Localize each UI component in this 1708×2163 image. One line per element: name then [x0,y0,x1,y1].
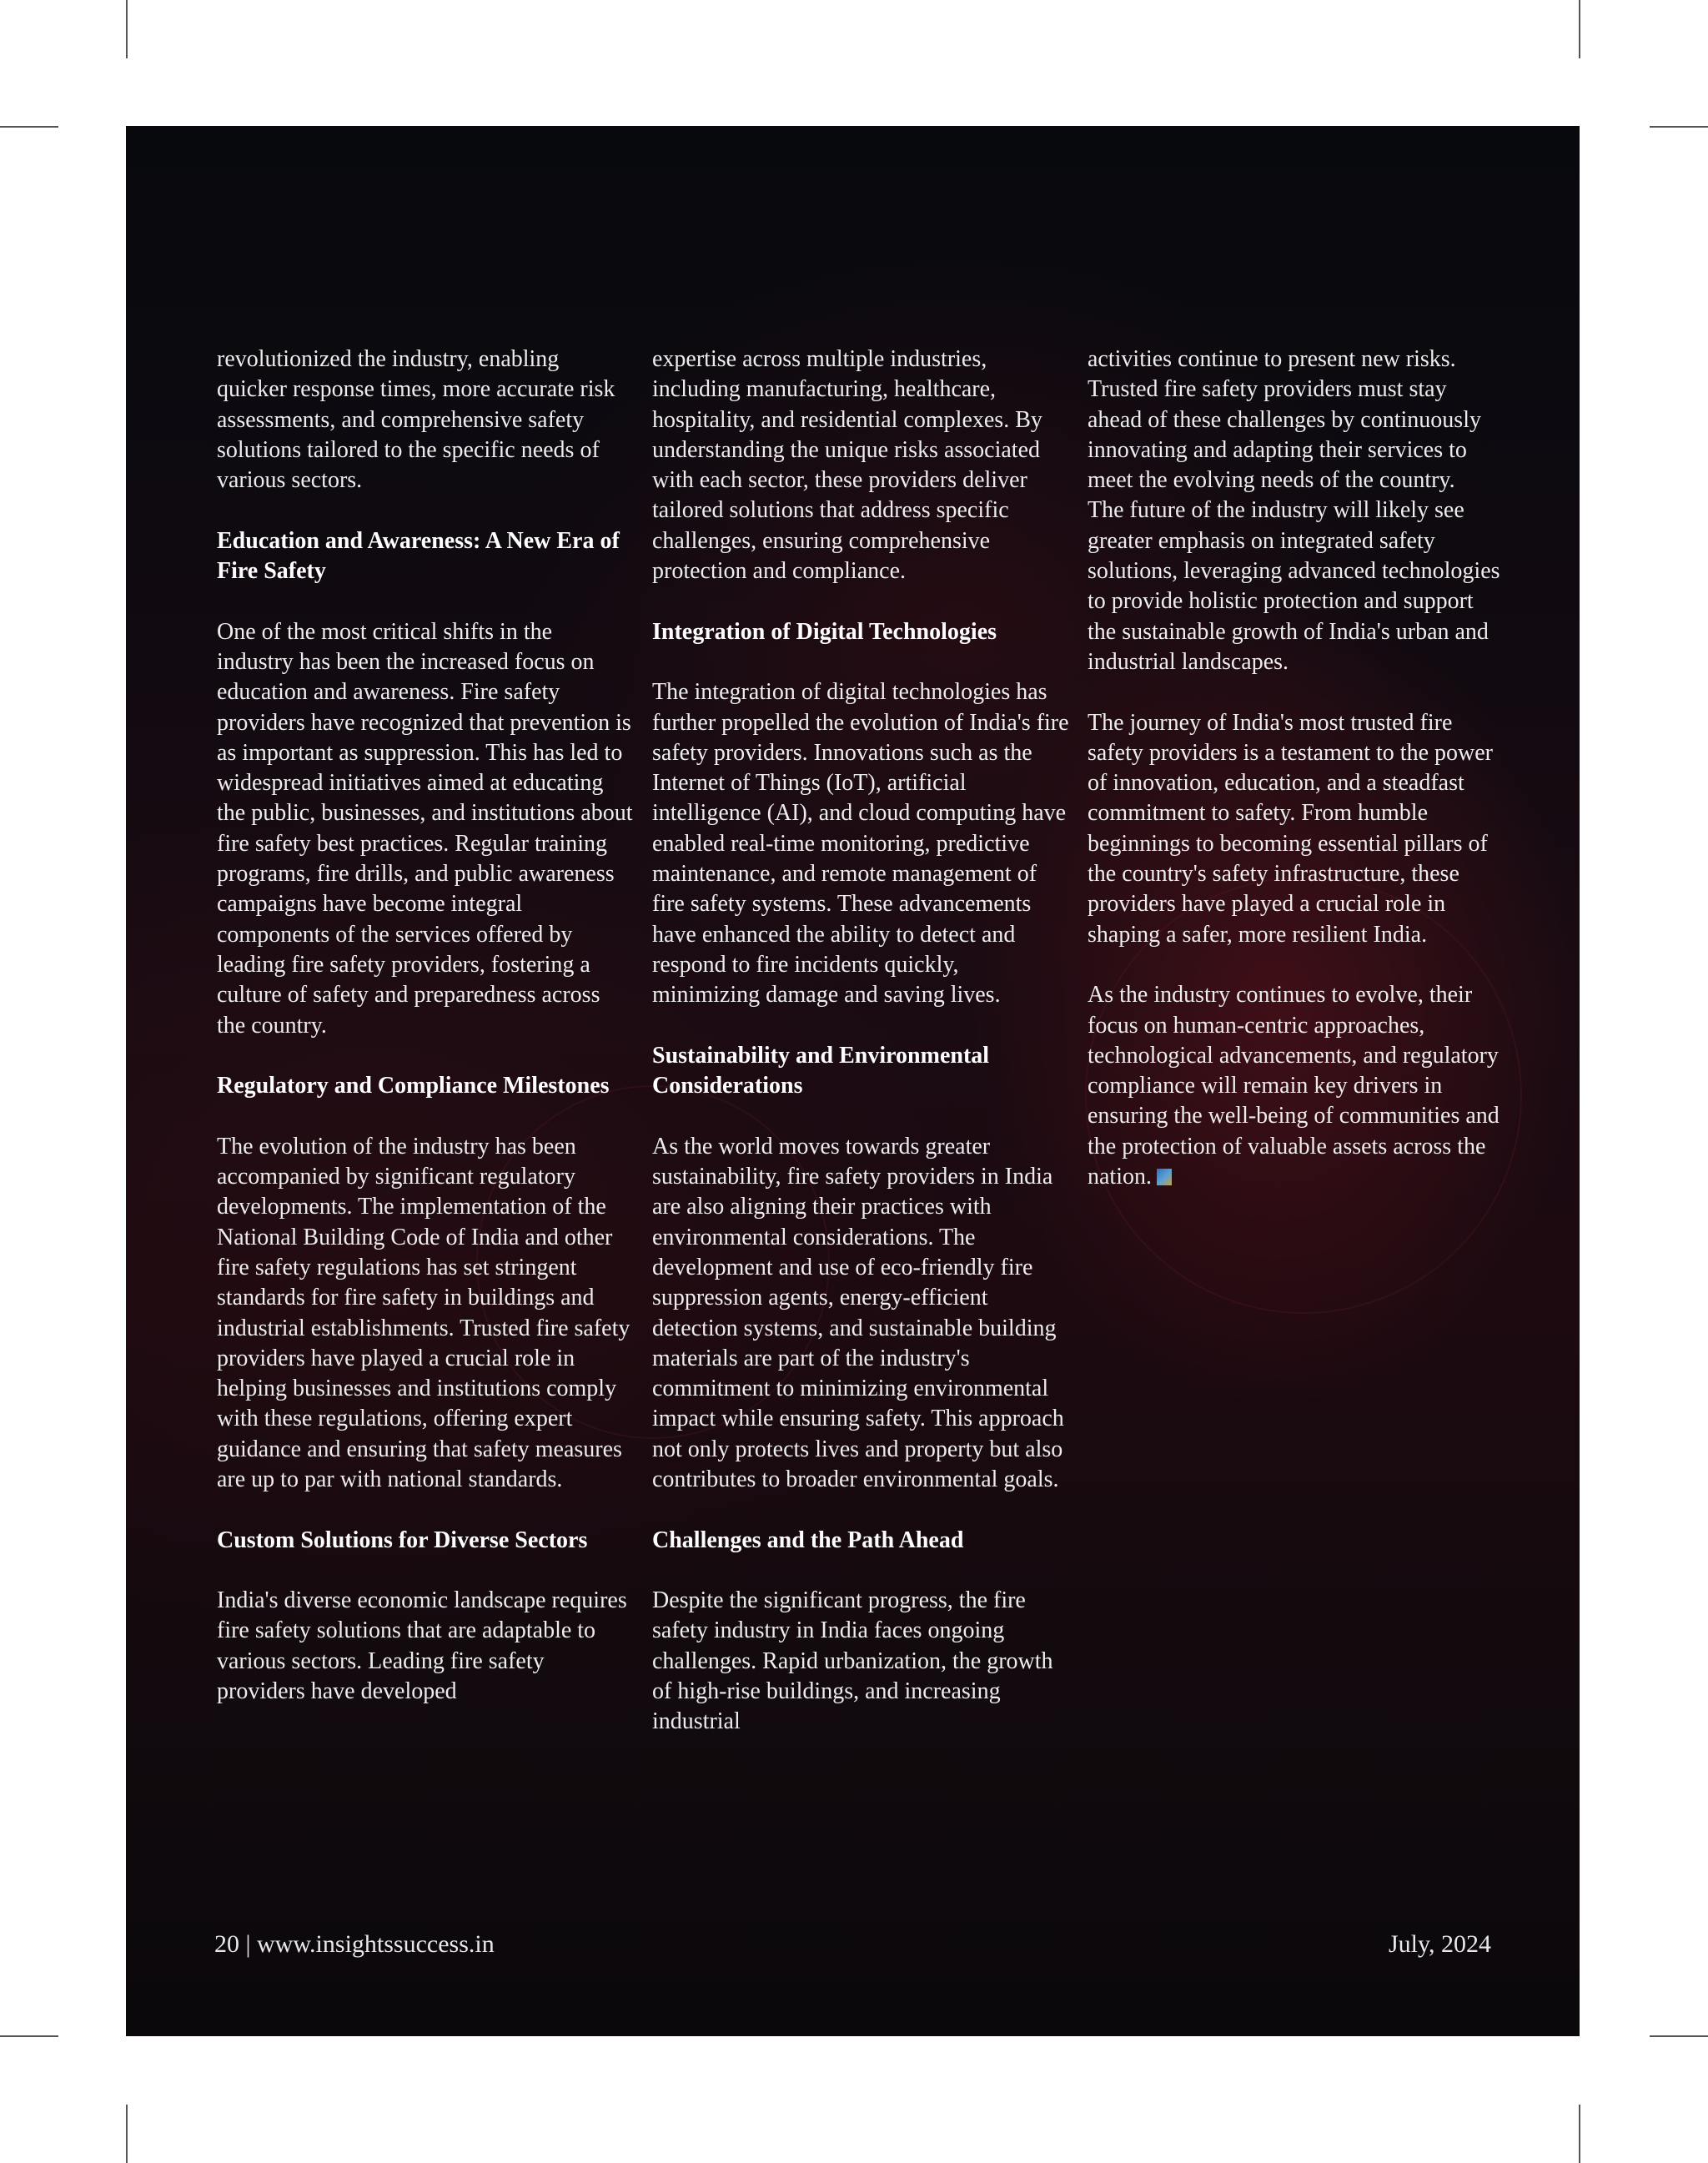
crop-mark-right-bottom [1650,2035,1708,2037]
text-column-1 [217,345,634,1707]
paragraph: The evolution of the industry has been accompanied by significant regulatory developments. The implementation of the National Building Code of India and other fire safety regulations has set stringent standards for fire safety in buildings and industrial establishments. Trusted fire safety providers have played a crucial role in helping businesses and institutions comply with these regulations, offering expert guidance and ensuring that safety measures are up to par with national standards. [217,1133,630,1492]
paragraph: The journey of India's most trusted fire safety providers is a testament to the power of innovation, education, and a steadfast commitment to safety. From humble beginnings to becoming essential pillars of the country's safety infrastructure, these providers have played a crucial role in shaping a safer, more resilient India. [1088,709,1493,948]
closing-paragraph-text: As the industry continues to evolve, their focus on human-centric approaches, technological advancements, and regulatory compliance will remain key drivers in ensuring the well-being of communities and the protection of valuable assets across the nation. [1088,982,1500,1190]
paragraph: The future of the industry will likely see greater emphasis on integrated safety solutions, leveraging advanced technologies to provide holistic protection and support the sustainable growth of India's urban and industrial landscapes. [1088,497,1500,675]
paragraph [1088,980,1505,1192]
crop-mark-left-top [0,126,58,128]
page-footer-date: July, 2024 [1388,1930,1491,1958]
section-heading: Education and Awareness: A New Era of Fire Safety [217,527,620,585]
crop-mark-top-right [1579,0,1580,58]
section-heading: Regulatory and Compliance Milestones [217,1073,610,1099]
text-column-2 [652,345,1069,1738]
paragraph: activities continue to present new risks. Trusted fire safety providers must stay ahead of these challenges by continuously innovating and adapting their services to meet the evolving needs of the country. [1088,346,1481,494]
section-heading: Custom Solutions for Diverse Sectors [217,1527,588,1553]
paragraph: India's diverse economic landscape requires fire safety solutions that are adaptable to various sectors. Leading fire safety providers have developed [217,1587,627,1705]
paragraph: revolutionized the industry, enabling quicker response times, more accurate risk assessments, and comprehensive safety solutions tailored to the specific needs of various sectors. [217,346,615,494]
magazine-page-panel [126,126,1580,2036]
crop-mark-right-top [1650,126,1708,128]
crop-mark-bottom-right [1579,2105,1580,2163]
section-heading: Sustainability and Environmental Considerations [652,1042,990,1099]
paragraph: The integration of digital technologies has further propelled the evolution of India's fire safety providers. Innovations such as the Internet of Things (IoT), artificial intelligence (AI), and cloud computing have enabled real-time monitoring, predictive maintenance, and remote management of fire safety systems. These advancements have enhanced the ability to detect and respond to fire incidents quickly, minimizing damage and saving lives. [652,679,1069,1009]
end-of-article-icon [1157,1169,1172,1185]
paragraph: expertise across multiple industries, including manufacturing, healthcare, hospitality, and residential complexes. By understanding the unique risks associated with each sector, these providers deliver tailored solutions that address specific challenges, ensuring comprehensive protection and compliance. [652,346,1042,585]
section-heading: Challenges and the Path Ahead [652,1527,964,1553]
paragraph: Despite the significant progress, the fire safety industry in India faces ongoing challenges. Rapid urbanization, the growth of high-rise buildings, and increasing industrial [652,1587,1053,1735]
paragraph: One of the most critical shifts in the industry has been the increased focus on education and awareness. Fire safety providers have recognized that prevention is as important as suppression. This has led to widespread initiatives aimed at educating the public, businesses, and institutions about fire safety best practices. Regular training programs, fire drills, and public awareness campaigns have become integral components of the services offered by leading fire safety providers, fostering a culture of safety and preparedness across the country. [217,618,633,1039]
paragraph: As the world moves towards greater sustainability, fire safety providers in India are also aligning their practices with environmental considerations. The development and use of eco-friendly fire suppression agents, energy-efficient detection systems, and sustainable building materials are part of the industry's commitment to minimizing environmental impact while ensuring safety. This approach not only protects lives and property but also contributes to broader environmental goals. [652,1133,1064,1492]
section-heading: Integration of Digital Technologies [652,618,997,645]
crop-mark-bottom-left [126,2105,128,2163]
text-column-3 [1088,345,1505,1192]
crop-mark-top-left [126,0,128,58]
crop-mark-left-bottom [0,2035,58,2037]
page-footer-folio: 20 | www.insightssuccess.in [214,1930,495,1958]
